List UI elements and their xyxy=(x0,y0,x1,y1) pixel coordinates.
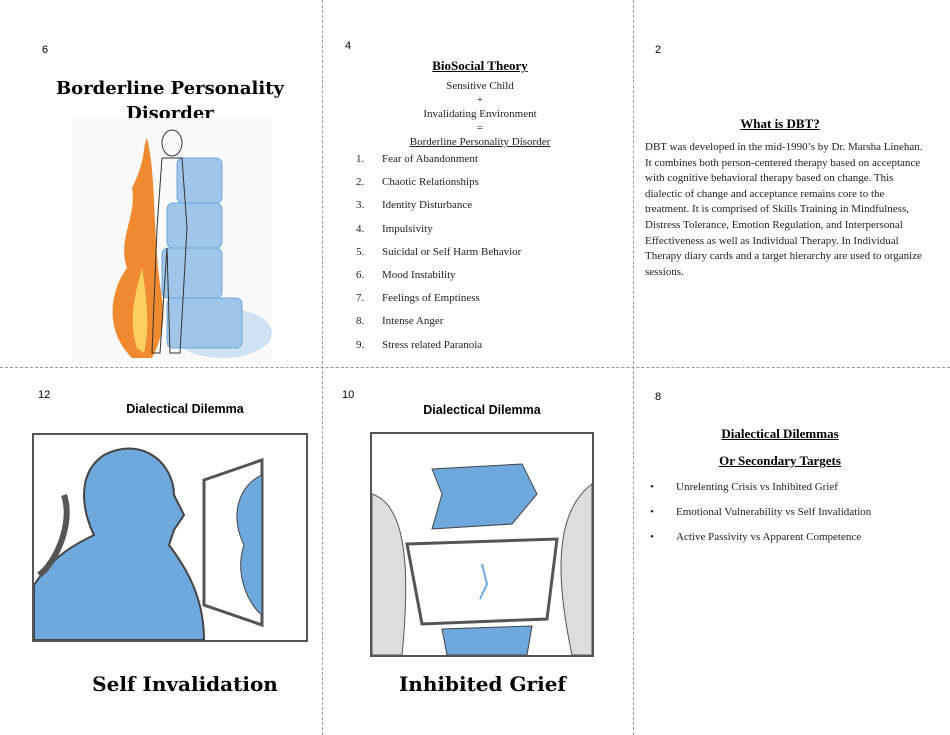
section-subheading: Or Secondary Targets xyxy=(719,453,841,468)
image-caption: Inhibited Grief xyxy=(398,672,567,696)
mirror-scream-illustration xyxy=(32,433,308,642)
section-heading: What is DBT? xyxy=(740,116,820,131)
equation-result: Borderline Personality Disorder xyxy=(409,136,551,148)
list-item: 5. Suicidal or Self Harm Behavior xyxy=(356,245,522,258)
list-item: • Active Passivity vs Apparent Competence xyxy=(650,531,862,543)
page-number: 10 xyxy=(342,389,355,401)
list-item: • Unrelenting Crisis vs Inhibited Grief xyxy=(650,481,838,493)
dilemma-list xyxy=(650,481,871,556)
fold-line-middle xyxy=(0,367,950,368)
biosocial-equation xyxy=(380,79,580,149)
list-item: 3. Identity Disturbance xyxy=(356,199,473,212)
page-number: 6 xyxy=(42,44,49,56)
page-number: 4 xyxy=(345,40,352,52)
section-heading: Dialectical Dilemma xyxy=(423,403,541,417)
symptom-list xyxy=(356,153,521,362)
image-caption: Self Invalidation xyxy=(92,672,278,696)
section-heading: Dialectical Dilemmas xyxy=(721,426,839,441)
page-title xyxy=(30,76,310,118)
section-heading: Dialectical Dilemma xyxy=(126,402,244,416)
title-line-2: Disorder xyxy=(126,103,214,118)
equation-term: Sensitive Child xyxy=(446,80,514,92)
fire-ice-woman-illustration xyxy=(72,118,272,363)
list-item: 6. Mood Instability xyxy=(356,268,456,281)
dam-illustration xyxy=(370,432,594,657)
list-item: 8. Intense Anger xyxy=(356,315,444,328)
list-item: • Emotional Vulnerability vs Self Invalidation xyxy=(650,506,872,518)
page-number: 12 xyxy=(38,389,51,401)
equation-operator: = xyxy=(476,122,484,134)
section-heading: BioSocial Theory xyxy=(432,58,528,73)
list-item: 4. Impulsivity xyxy=(356,222,433,235)
list-item: 9. Stress related Paranoia xyxy=(356,338,483,351)
list-item: 7. Feelings of Emptiness xyxy=(356,292,480,305)
list-item: 1. Fear of Abandonment xyxy=(356,153,478,165)
page-number: 2 xyxy=(655,44,662,56)
equation-term: Invalidating Environment xyxy=(423,108,537,120)
list-item: 2. Chaotic Relationships xyxy=(356,176,479,189)
title-line-1: Borderline Personality xyxy=(55,78,285,99)
page-number: 8 xyxy=(655,391,662,403)
dbt-description: DBT was developed in the mid-1990’s by Dr. Marsha Linehan. It combines both person-centered therapy based on acceptance with cognitive behavioral therapy based on change. This dialectic of change and acceptance remains core to the treatment. It is comprised of Skills Training in Mindfulness, Distress Tolerance, Emotion Regulation, and Interpersonal Effectiveness as well as Individual Therapy. In Individual Therapy diary cards and a target hierarchy are used to organize sessions. xyxy=(645,141,923,278)
equation-operator: + xyxy=(476,94,484,106)
